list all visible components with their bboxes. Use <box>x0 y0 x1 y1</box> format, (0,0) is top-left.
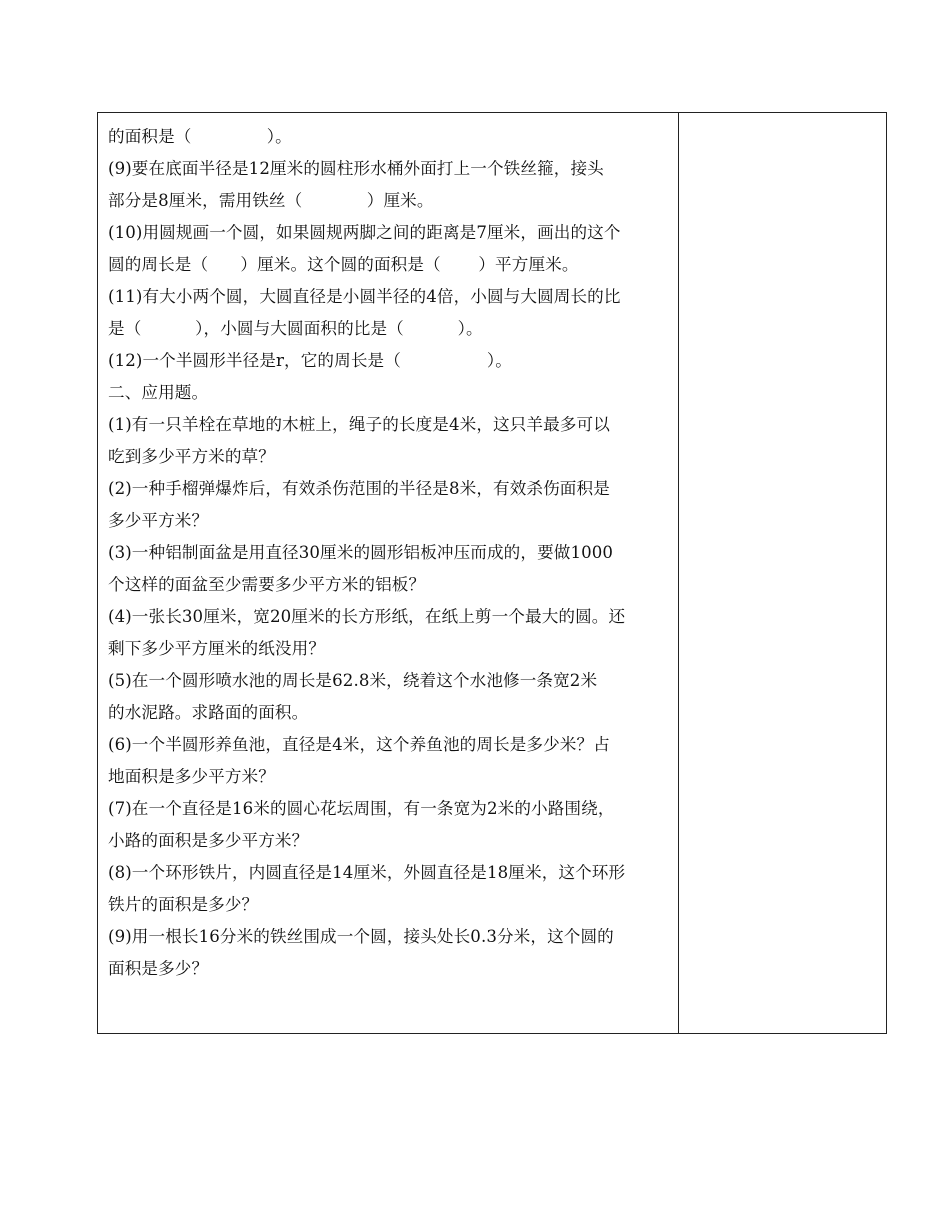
text-line: 面积是多少？ <box>108 959 209 978</box>
text-line: (5)在一个圆形喷水池的周长是62.8米，绕着这个水池修一条宽2米 <box>108 671 598 690</box>
text-line: (3)一种铝制面盆是用直径30厘米的圆形铝板冲压而成的，要做1000 <box>108 543 614 562</box>
worksheet-table <box>97 112 887 1034</box>
text-line: (12)一个半圆形半径是r，它的周长是（ ）。 <box>108 351 512 370</box>
text-line: 的面积是（ ）。 <box>108 127 292 146</box>
text-line: (4)一张长30厘米，宽20厘米的长方形纸，在纸上剪一个最大的圆。还 <box>108 607 626 626</box>
text-line: (9)用一根长16分米的铁丝围成一个圆，接头处长0.3分米，这个圆的 <box>108 927 614 946</box>
text-line: 铁片的面积是多少？ <box>108 895 259 914</box>
text-line: (1)有一只羊栓在草地的木桩上，绳子的长度是4米，这只羊最多可以 <box>108 415 610 434</box>
text-line: (10)用圆规画一个圆，如果圆规两脚之间的距离是7厘米，画出的这个 <box>108 223 621 242</box>
text-line: 个这样的面盆至少需要多少平方米的铝板？ <box>108 575 426 594</box>
text-line: 部分是8厘米，需用铁丝（ ）厘米。 <box>108 191 434 210</box>
text-line: 地面积是多少平方米？ <box>108 767 275 786</box>
text-line: (8)一个环形铁片，内圆直径是14厘米，外圆直径是18厘米，这个环形 <box>108 863 626 882</box>
text-line: 剩下多少平方厘米的纸没用？ <box>108 639 326 658</box>
text-line: (11)有大小两个圆，大圆直径是小圆半径的4倍，小圆与大圆周长的比 <box>108 287 621 306</box>
text-line: 吃到多少平方米的草？ <box>108 447 275 466</box>
text-line: (7)在一个直径是16米的圆心花坛周围，有一条宽为2米的小路围绕， <box>108 799 615 818</box>
text-line: (2)一种手榴弹爆炸后，有效杀伤范围的半径是8米，有效杀伤面积是 <box>108 479 610 498</box>
text-line: 圆的周长是（ ）厘米。这个圆的面积是（ ）平方厘米。 <box>108 255 579 274</box>
questions-cell <box>98 113 679 1033</box>
notes-cell <box>679 113 886 1033</box>
text-line: 的水泥路。求路面的面积。 <box>108 703 309 722</box>
text-line: (9)要在底面半径是12厘米的圆柱形水桶外面打上一个铁丝箍，接头 <box>108 159 604 178</box>
text-line: (6)一个半圆形养鱼池，直径是4米，这个养鱼池的周长是多少米？占 <box>108 735 610 754</box>
text-line: 小路的面积是多少平方米？ <box>108 831 309 850</box>
text-line: 是（ ），小圆与大圆面积的比是（ ）。 <box>108 319 483 338</box>
section-heading: 二、应用题。 <box>108 383 209 402</box>
text-line: 多少平方米？ <box>108 511 209 530</box>
